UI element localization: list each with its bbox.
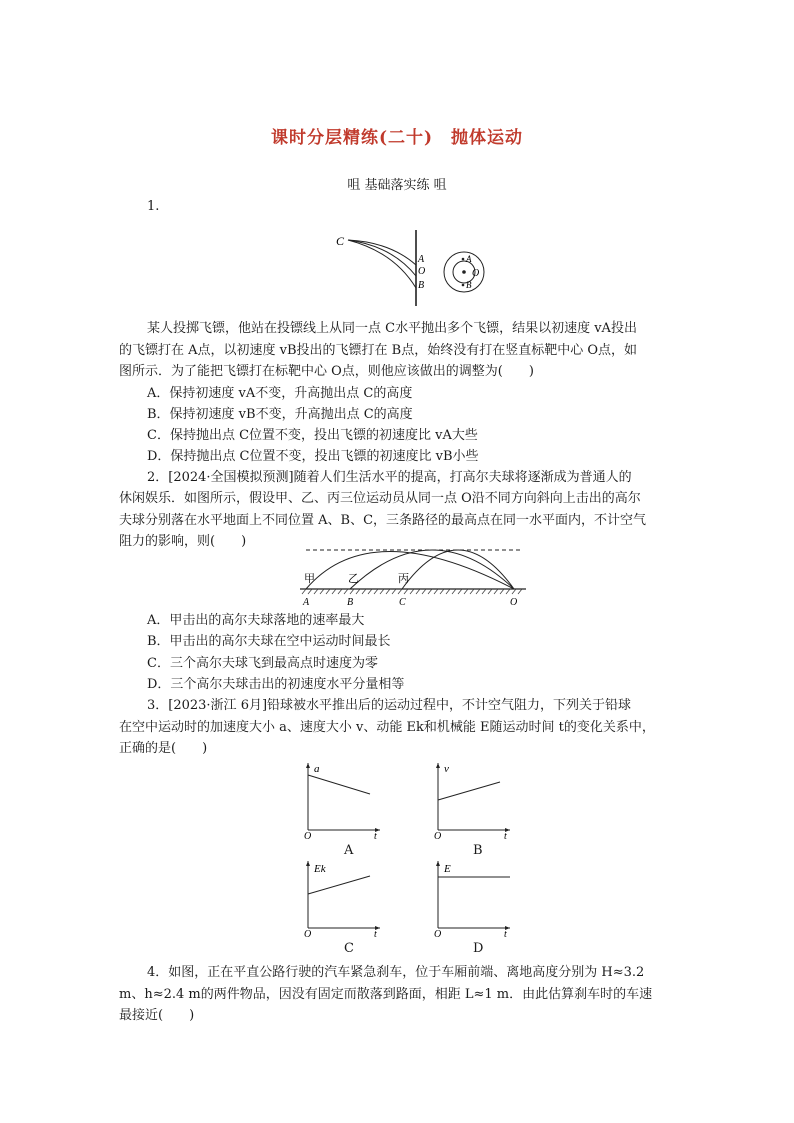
q3-graph-c-line [308,876,370,894]
q3-graph-b-caption: B [473,843,483,858]
q3-graph-a-line [308,775,370,794]
q2-path-yi [350,550,514,589]
q1-target-dot-b [462,284,465,287]
q2-label-b: B [347,597,354,608]
q1-stem-line: 的飞镖打在 A点，以初速度 vB投出的飞镖打在 B点，始终没有打在竖直标靶中心 O点，如 [119,343,638,358]
q1-label-a: A [418,254,425,265]
q1-target-dot-a [462,258,465,261]
q1-stem-line: 某人投掷飞镖，他站在投镖线上从同一点 C水平抛出多个飞镖，结果以初速度 vA投出 [147,321,637,336]
q3-graph-d-caption: D [473,941,484,956]
q3-graph-c-origin: O [304,929,312,938]
q3-graph-a [296,760,388,840]
q3-graph-b-ylabel: v [444,763,449,775]
q2-stem-line: 夫球分别落在水平地面上不同位置 A、B、C，三条路径的最高点在同一水平面内，不计空气 [119,513,647,528]
q4-stem-line: 4．如图，正在平直公路行驶的汽车紧急刹车，位于车厢前端、离地高度分别为 H≈3.2 [147,965,645,980]
q2-option-b: B．甲击出的高尔夫球在空中运动时间最长 [147,634,391,649]
q3-stem-line: 3．[2023·浙江 6月]铅球被水平推出后的运动过程中，不计空气阻力，下列关于铅球 [147,698,632,713]
q3-graph-c-ylabel: Ek [314,863,326,875]
q2-stem-line: 休闲娱乐．如图所示，假设甲、乙、丙三位运动员从同一点 O沿不同方向斜向上击出的高尔 [119,491,641,506]
q3-graph-d-xlabel: t [504,929,507,938]
q2-option-c: C．三个高尔夫球飞到最高点时速度为零 [147,656,378,671]
q3-graph-a-xlabel: t [374,831,377,840]
q1-label-o: O [418,266,426,277]
q3-graph-b-line [438,782,500,800]
q3-graph-b-origin: O [434,831,442,840]
q2-label-o: O [510,597,518,608]
q4-stem-line: m、h≈2.4 m的两件物品，因没有固定而散落到路面，相距 L≈1 m．由此估算刹车时的车速 [119,987,653,1002]
q1-figure [330,226,500,308]
q2-option-d: D．三个高尔夫球击出的初速度水平分量相等 [147,677,405,692]
q3-stem-line: 正确的是( ) [119,741,208,756]
q1-label-c: C [336,234,345,248]
q1-path-b [348,240,416,288]
q3-stem-line: 在空中运动时的加速度大小 a、速度大小 v、动能 Ek和机械能 E随运动时间 t的变化关系中， [119,720,655,735]
q3-graph-a-ylabel: a [314,763,320,775]
q2-label-a: A [303,597,310,608]
q2-label-yi: 乙 [348,573,359,585]
q1-path-a [348,240,416,265]
q1-target-label-o: O [472,268,480,279]
q2-figure [296,544,532,608]
q1-label-b: B [418,280,425,291]
q3-graph-a-caption: A [344,843,354,858]
q2-label-c: C [399,597,406,608]
q3-graph-d-ylabel: E [444,863,451,875]
q1-target-label-a: A [466,254,472,264]
q1-option-a: A．保持初速度 vA不变，升高抛出点 C的高度 [147,386,413,401]
q2-ground-hatch [302,589,522,594]
q1-number: 1. [147,199,160,214]
q1-option-d: D．保持抛出点 C位置不变，投出飞镖的初速度比 vB小些 [147,449,479,464]
q3-graph-c-caption: C [344,941,354,956]
q1-stem-line: 图所示．为了能把飞镖打在标靶中心 O点，则他应该做出的调整为( ) [119,364,534,379]
q3-graph-a-origin: O [304,831,312,840]
q2-option-a: A．甲击出的高尔夫球落地的速率最大 [147,613,365,628]
q2-stem-line: 2．[2024·全国模拟预测]随着人们生活水平的提高，打高尔夫球将逐渐成为普通人的 [147,470,632,485]
q1-option-b: B．保持初速度 vB不变，升高抛出点 C的高度 [147,407,413,422]
q2-label-jia: 甲 [304,573,315,585]
q2-stem-line: 阻力的影响，则( ) [119,534,247,549]
q1-option-c: C．保持抛出点 C位置不变，投出飞镖的初速度比 vA大些 [147,428,478,443]
q4-stem-line: 最接近( ) [119,1008,195,1023]
section-heading: 咀 基础落实练 咀 [347,178,447,193]
q1-target-label-b: B [466,280,472,290]
q3-graph-b [426,760,518,840]
q3-graph-d [426,858,518,938]
q1-target-center [462,270,466,274]
q2-path-bing [402,550,514,589]
q3-graph-d-origin: O [434,929,442,938]
q3-graph-c-xlabel: t [374,929,377,938]
q2-label-bing: 丙 [398,573,409,585]
page-title: 课时分层精练(二十) 抛体运动 [270,128,524,148]
q3-graph-c [296,858,388,938]
q3-graph-b-xlabel: t [504,831,507,840]
